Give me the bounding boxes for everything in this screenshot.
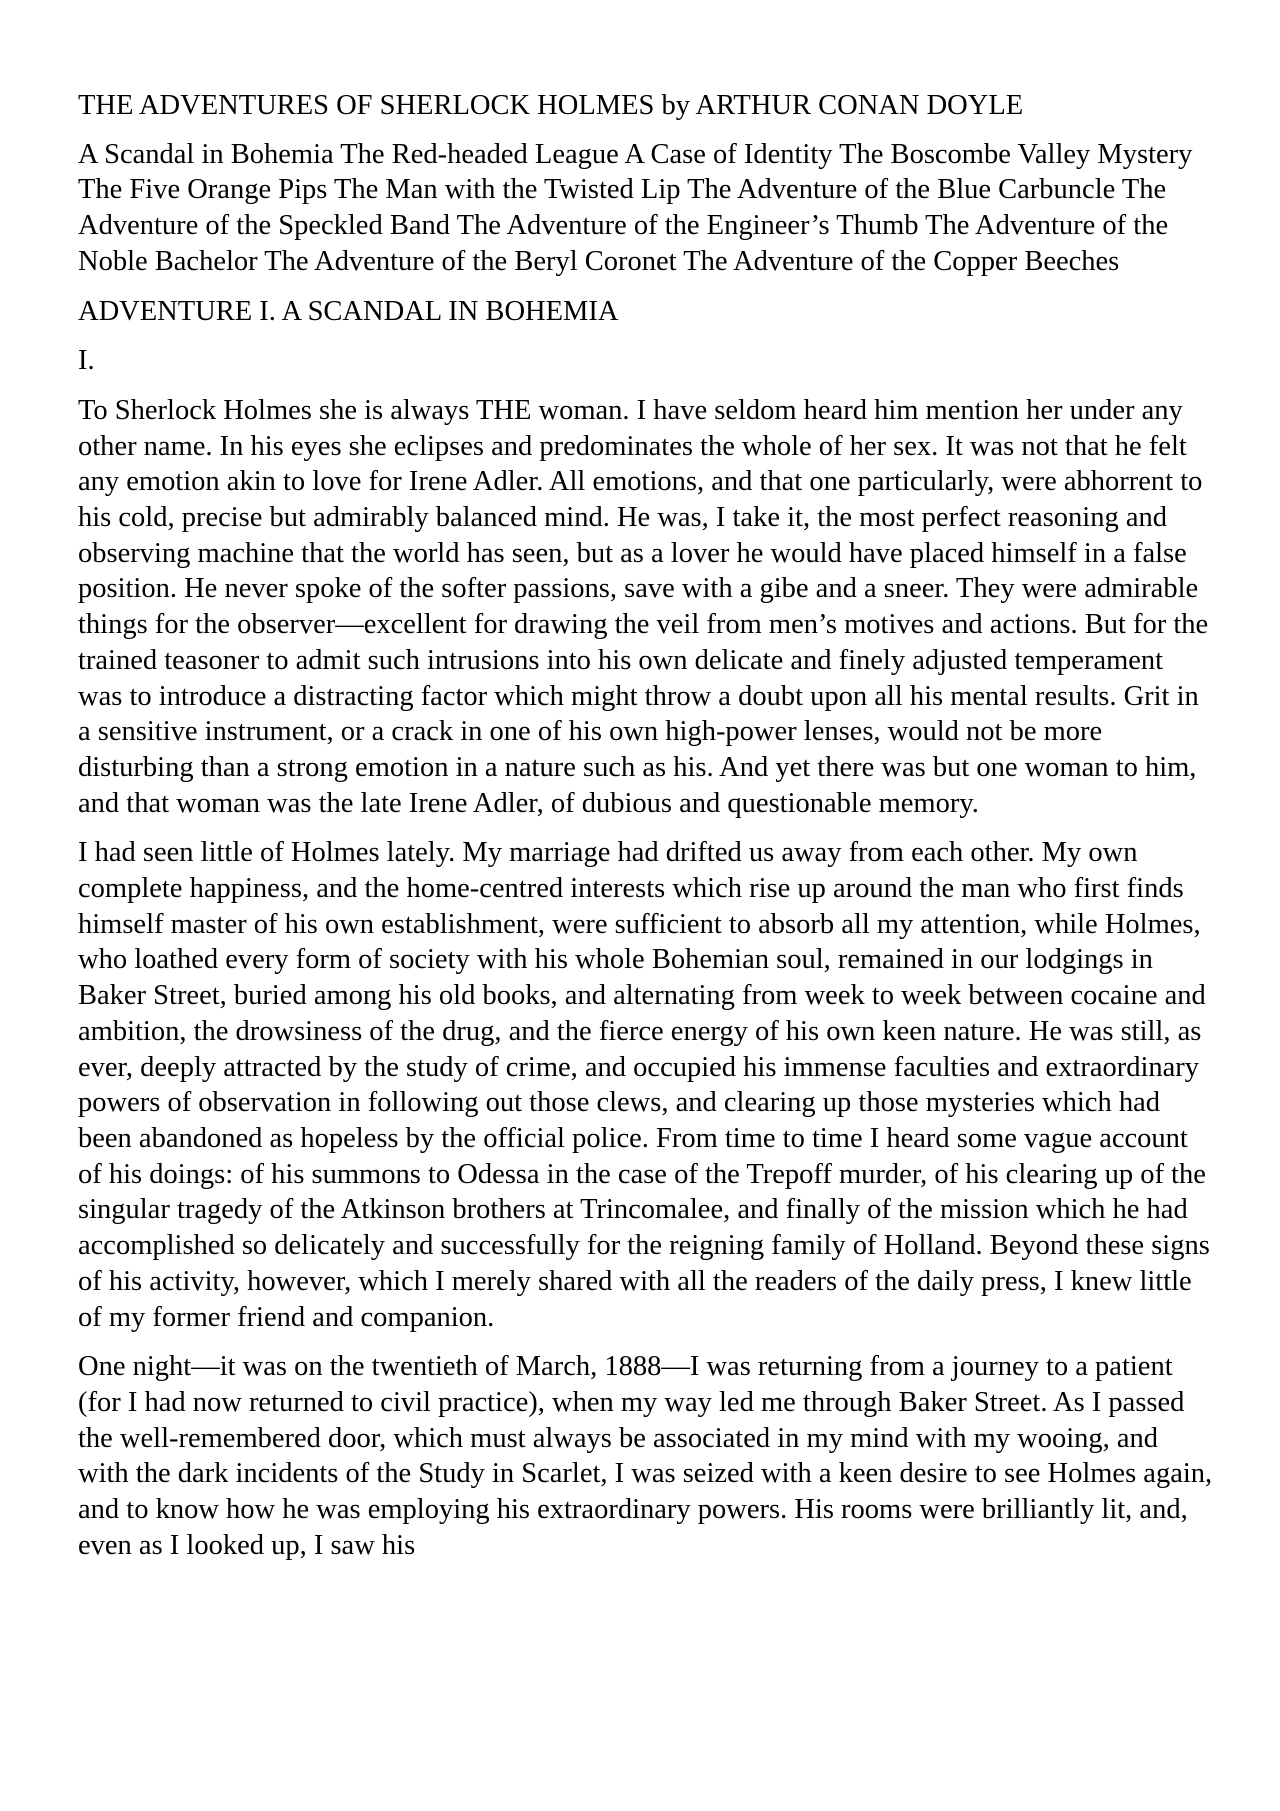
document-page: [78, 88, 1214, 1577]
table-of-contents: A Scandal in Bohemia The Red-headed League A Case of Identity The Boscombe Valley Mystery The Five Orange Pips The Man with the Twisted Lip The Adventure of the Blue Carbuncle The Adventure of the Speckled Band The Adventure of the Engineer’s Thumb The Adventure of the Noble Bachelor The Adventure of the Beryl Coronet The Adventure of the Copper Beeches: [78, 138, 1193, 277]
paragraph: I had seen little of Holmes lately. My marriage had drifted us away from each other. My own complete happiness, and the home-centred interests which rise up around the man who first finds himself master of his own establishment, were sufficient to absorb all my attention, while Holmes, who loathed every form of society with his whole Bohemian soul, remained in our lodgings in Baker Street, buried among his old books, and alternating from week to week between cocaine and ambition, the drowsiness of the drug, and the fierce energy of his own keen nature. He was still, as ever, deeply attracted by the study of crime, and occupied his immense faculties and extraordinary powers of observation in following out those clews, and clearing up those mysteries which had been abandoned as hopeless by the official police. From time to time I heard some vague account of his doings: of his summons to Odessa in the case of the Trepoff murder, of his clearing up of the singular tragedy of the Atkinson brothers at Trincomalee, and finally of the mission which he had accomplished so delicately and successfully for the reigning family of Holland. Beyond these signs of his activity, however, which I merely shared with all the readers of the daily press, I knew little of my former friend and companion.: [78, 837, 1210, 1333]
document-title: THE ADVENTURES OF SHERLOCK HOLMES by ARTHUR CONAN DOYLE: [78, 90, 1024, 121]
part-heading: I.: [78, 345, 95, 377]
adventure-heading: ADVENTURE I. A SCANDAL IN BOHEMIA: [78, 295, 619, 327]
paragraph: One night—it was on the twentieth of March, 1888—I was returning from a journey to a patient (for I had now returned to civil practice), when my way led me through Baker Street. As I passed the well-remembered door, which must always be associated in my mind with my wooing, and with the dark incidents of the Study in Scarlet, I was seized with a keen desire to see Holmes again, and to know how he was employing his extraordinary powers. His rooms were brilliantly lit, and, even as I looked up, I saw his: [78, 1351, 1213, 1561]
paragraph: To Sherlock Holmes she is always THE woman. I have seldom heard him mention her under any other name. In his eyes she eclipses and predominates the whole of her sex. It was not that he felt any emotion akin to love for Irene Adler. All emotions, and that one particularly, were abhorrent to his cold, precise but admirably balanced mind. He was, I take it, the most perfect reasoning and observing machine that the world has seen, but as a lover he would have placed himself in a false position. He never spoke of the softer passions, save with a gibe and a sneer. They were admirable things for the observer—excellent for drawing the veil from men’s motives and actions. But for the trained teasoner to admit such intrusions into his own delicate and finely adjusted temperament was to introduce a distracting factor which might throw a doubt upon all his mental results. Grit in a sensitive instrument, or a crack in one of his own high-power lenses, would not be more disturbing than a strong emotion in a nature such as his. And yet there was but one woman to him, and that woman was the late Irene Adler, of dubious and questionable memory.: [78, 394, 1209, 819]
